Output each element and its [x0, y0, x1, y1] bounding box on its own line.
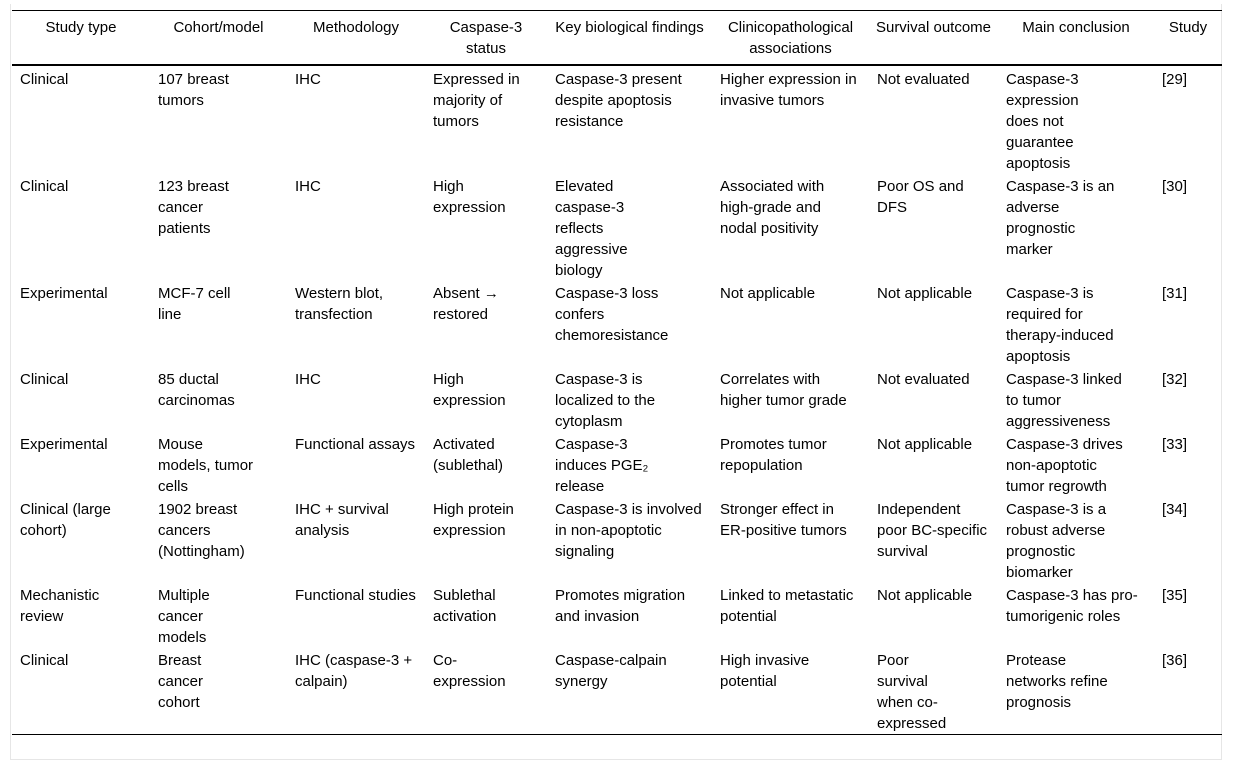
cell-methodology: Functional assays [295, 436, 416, 453]
cell-methodology: IHC [295, 178, 321, 195]
header-row [12, 11, 1222, 66]
cell-methodology: IHC [295, 71, 321, 88]
cell-clinicopathological: Promotes tumor repopulation [720, 436, 827, 474]
header-study: Study [1168, 19, 1208, 36]
cell-survival-outcome: Not applicable [877, 285, 973, 302]
cell-clinicopathological: Associated with high-grade and nodal positivity [720, 178, 825, 237]
table-row [12, 367, 1222, 432]
data-table [12, 10, 1222, 735]
header-caspase-status: Caspase-3 status [449, 19, 523, 57]
cell-caspase-status: Expressed in majority of tumors [433, 71, 520, 130]
table-row [12, 174, 1222, 281]
cell-survival-outcome: Not evaluated [877, 71, 970, 88]
cell-caspase-status: Sublethal activation [433, 587, 497, 625]
cell-main-conclusion: Caspase-3 is an adverse prognostic marker [1006, 178, 1115, 258]
table-row [12, 497, 1222, 583]
cell-key-findings: Promotes migration and invasion [555, 587, 686, 625]
cell-survival-outcome: Not evaluated [877, 371, 970, 388]
cell-methodology: Western blot, transfection [295, 285, 384, 323]
cell-caspase-status: High expression [433, 371, 506, 409]
cell-clinicopathological: Stronger effect in ER-positive tumors [720, 501, 847, 539]
cell-main-conclusion: Caspase-3 has pro-tumorigenic roles [1006, 587, 1138, 625]
cell-study-ref: [31] [1162, 285, 1188, 302]
cell-study-type: Clinical [20, 652, 69, 669]
cell-study-type: Experimental [20, 285, 108, 302]
cell-key-findings: Elevated caspase-3 reflects aggressive biology [555, 178, 628, 279]
cell-methodology: IHC [295, 371, 321, 388]
cell-key-findings: Caspase-3 is involved in non-apoptotic signaling [555, 501, 702, 560]
cell-study-ref: [34] [1162, 501, 1188, 518]
cell-methodology: IHC (caspase-3 + calpain) [295, 652, 413, 690]
cell-survival-outcome: Poor survival when co-expressed [877, 652, 947, 732]
header-study-type: Study type [45, 19, 117, 36]
cell-caspase-status: Activated (sublethal) [433, 436, 504, 474]
table-body [12, 65, 1222, 735]
cell-cohort-model: Breast cancer cohort [158, 652, 204, 711]
cell-main-conclusion: Protease networks refine prognosis [1006, 652, 1108, 711]
cell-study-ref: [30] [1162, 178, 1188, 195]
cell-caspase-status: Absent → restored [433, 285, 499, 323]
cell-study-type: Clinical [20, 371, 69, 388]
cell-survival-outcome: Independent poor BC-specific survival [877, 501, 988, 560]
cell-main-conclusion: Caspase-3 linked to tumor aggressiveness [1006, 371, 1122, 430]
cell-caspase-status: High expression [433, 178, 506, 216]
table-row [12, 432, 1222, 497]
cell-main-conclusion: Caspase-3 is required for therapy-induced apoptosis [1006, 285, 1114, 365]
cell-clinicopathological: Higher expression in invasive tumors [720, 71, 857, 109]
cell-main-conclusion: Caspase-3 is a robust adverse prognostic biomarker [1006, 501, 1107, 581]
cell-cohort-model: 85 ductal carcinomas [158, 371, 235, 409]
cell-key-findings: Caspase-3 induces PGE₂ release [555, 436, 649, 495]
cell-study-type: Clinical (large cohort) [20, 501, 111, 539]
cell-study-type: Clinical [20, 71, 69, 88]
cell-key-findings: Caspase-calpain synergy [555, 652, 667, 690]
header-key-findings: Key biological findings [555, 19, 704, 36]
cell-cohort-model: Mouse models, tumor cells [158, 436, 254, 495]
cell-study-ref: [36] [1162, 652, 1188, 669]
table-row [12, 281, 1222, 367]
cell-key-findings: Caspase-3 present despite apoptosis resistance [555, 71, 682, 130]
cell-cohort-model: 1902 breast cancers (Nottingham) [158, 501, 245, 560]
cell-survival-outcome: Not applicable [877, 436, 973, 453]
cell-survival-outcome: Poor OS and DFS [877, 178, 964, 216]
header-cohort-model: Cohort/model [173, 19, 264, 36]
cell-study-type: Experimental [20, 436, 108, 453]
cell-key-findings: Caspase-3 is localized to the cytoplasm [555, 371, 656, 430]
cell-study-ref: [35] [1162, 587, 1188, 604]
cell-key-findings: Caspase-3 loss confers chemoresistance [555, 285, 669, 344]
header-survival-outcome: Survival outcome [875, 19, 992, 36]
header-main-conclusion: Main conclusion [1022, 19, 1130, 36]
cell-study-type: Mechanistic review [20, 587, 100, 625]
table-row [12, 65, 1222, 174]
cell-study-type: Clinical [20, 178, 69, 195]
cell-survival-outcome: Not applicable [877, 587, 973, 604]
cell-methodology: IHC + survival analysis [295, 501, 389, 539]
cell-main-conclusion: Caspase-3 expression does not guarantee apoptosis [1006, 71, 1079, 172]
cell-methodology: Functional studies [295, 587, 416, 604]
cell-clinicopathological: Correlates with higher tumor grade [720, 371, 847, 409]
cell-clinicopathological: Linked to metastatic potential [720, 587, 854, 625]
cell-clinicopathological: Not applicable [720, 285, 816, 302]
header-clinicopathological: Clinicopathological associations [727, 19, 854, 57]
table-header [12, 11, 1222, 66]
cell-study-ref: [32] [1162, 371, 1188, 388]
cell-main-conclusion: Caspase-3 drives non-apoptotic tumor regrowth [1006, 436, 1123, 495]
cell-clinicopathological: High invasive potential [720, 652, 810, 690]
cell-study-ref: [29] [1162, 71, 1188, 88]
cell-caspase-status: High protein expression [433, 501, 514, 539]
table-row [12, 583, 1222, 648]
cell-cohort-model: 107 breast tumors [158, 71, 229, 109]
cell-caspase-status: Co-expression [433, 652, 506, 690]
cell-cohort-model: Multiple cancer models [158, 587, 210, 646]
cell-cohort-model: MCF-7 cell line [158, 285, 231, 323]
cell-cohort-model: 123 breast cancer patients [158, 178, 229, 237]
cell-study-ref: [33] [1162, 436, 1188, 453]
table-row [12, 648, 1222, 735]
header-methodology: Methodology [313, 19, 399, 36]
